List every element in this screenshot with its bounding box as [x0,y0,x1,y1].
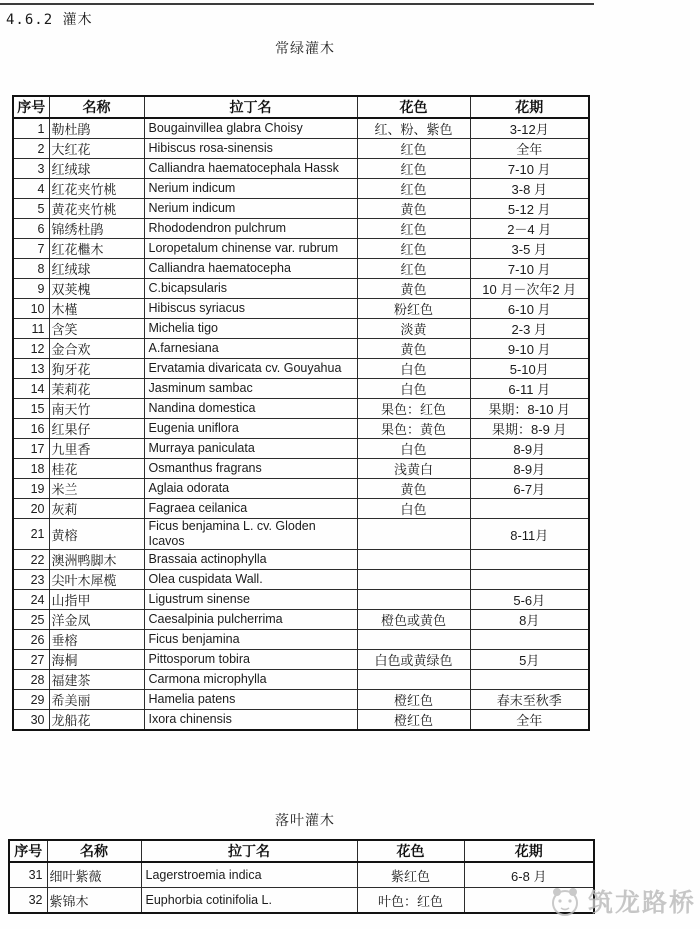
cell-color: 橙红色 [357,690,470,710]
cell-no: 20 [13,499,49,519]
cell-period: 果期：8-10 月 [470,399,589,419]
cell-latin: Aglaia odorata [144,479,357,499]
cell-color: 果色：红色 [357,399,470,419]
cell-period: 3-8 月 [470,179,589,199]
cell-period: 3-5 月 [470,239,589,259]
cell-no: 1 [13,118,49,139]
cell-period: 7-10 月 [470,159,589,179]
cell-period: 8月 [470,610,589,630]
cell-no: 23 [13,570,49,590]
deciduous-table-title: 落叶灌木 [275,812,335,828]
table-header-row [9,840,594,862]
cell-color [357,570,470,590]
col-header-name: 名称 [49,96,144,118]
section-heading: 4.6.2 灌木 [6,12,93,28]
cell-color: 红色 [357,139,470,159]
cell-period [470,550,589,570]
cell-no: 18 [13,459,49,479]
cell-color: 白色或黄绿色 [357,650,470,670]
cell-no: 10 [13,299,49,319]
table-row [13,399,589,419]
table-row [13,219,589,239]
cell-latin: A.farnesiana [144,339,357,359]
table-row [13,419,589,439]
cell-no: 26 [13,630,49,650]
cell-no: 11 [13,319,49,339]
table-row [13,499,589,519]
cell-color [357,590,470,610]
cell-latin: Pittosporum tobira [144,650,357,670]
cell-name: 狗牙花 [49,359,144,379]
cell-period: 春末至秋季 [470,690,589,710]
col-header-no: 序号 [9,840,47,862]
cell-latin: Calliandra haematocepha [144,259,357,279]
cell-name: 澳洲鸭脚木 [49,550,144,570]
cell-color: 白色 [357,499,470,519]
evergreen-shrubs-table [12,95,590,731]
cell-name: 茉莉花 [49,379,144,399]
table-row [13,670,589,690]
cell-no: 2 [13,139,49,159]
deciduous-shrubs-table [8,839,595,914]
cell-name: 含笑 [49,319,144,339]
cell-name: 锦绣杜鹃 [49,219,144,239]
cell-no: 29 [13,690,49,710]
table-row [13,650,589,670]
cell-color: 浅黄白 [357,459,470,479]
cell-color: 红色 [357,239,470,259]
cell-latin: Hibiscus syriacus [144,299,357,319]
cell-no: 4 [13,179,49,199]
cell-period: 5-12 月 [470,199,589,219]
cell-no: 9 [13,279,49,299]
col-header-color: 花色 [357,96,470,118]
cell-no: 28 [13,670,49,690]
cell-no: 32 [9,888,47,914]
cell-latin: Ixora chinensis [144,710,357,731]
cell-period: 10 月－次年2 月 [470,279,589,299]
table-row [13,279,589,299]
table-row [13,379,589,399]
cell-name: 希美丽 [49,690,144,710]
cell-latin: Euphorbia cotinifolia L. [141,888,357,914]
cell-color: 白色 [357,379,470,399]
cell-latin: C.bicapsularis [144,279,357,299]
cell-name: 洋金凤 [49,610,144,630]
cell-latin: Caesalpinia pulcherrima [144,610,357,630]
cell-period: 6-10 月 [470,299,589,319]
col-header-no: 序号 [13,96,49,118]
cell-name: 垂榕 [49,630,144,650]
cell-latin: Hamelia patens [144,690,357,710]
cell-no: 13 [13,359,49,379]
cell-no: 17 [13,439,49,459]
cell-color: 红、粉、紫色 [357,118,470,139]
cell-latin: Jasminum sambac [144,379,357,399]
evergreen-table-title: 常绿灌木 [275,40,335,56]
cell-no: 14 [13,379,49,399]
cell-color: 果色：黄色 [357,419,470,439]
cell-color: 橙红色 [357,710,470,731]
cell-period: 8-11月 [470,519,589,550]
table-row [13,479,589,499]
cell-no: 21 [13,519,49,550]
cell-color: 紫红色 [357,862,464,888]
cell-period: 全年 [470,710,589,731]
cell-latin: Eugenia uniflora [144,419,357,439]
cell-color: 白色 [357,359,470,379]
cell-no: 16 [13,419,49,439]
cell-color: 淡黄 [357,319,470,339]
cell-name: 灰莉 [49,499,144,519]
table-row [13,359,589,379]
table-row [13,519,589,550]
col-header-latin: 拉丁名 [141,840,357,862]
cell-name: 米兰 [49,479,144,499]
cell-period: 5-10月 [470,359,589,379]
cell-period: 8-9月 [470,459,589,479]
table-row [13,570,589,590]
cell-latin: Nerium indicum [144,199,357,219]
cell-name: 大红花 [49,139,144,159]
cell-color: 红色 [357,159,470,179]
cell-name: 龙船花 [49,710,144,731]
table-row [9,888,594,914]
table-header-row [13,96,589,118]
cell-latin: Ficus benjamina [144,630,357,650]
cell-color: 白色 [357,439,470,459]
cell-period: 2-3 月 [470,319,589,339]
cell-period: 全年 [470,139,589,159]
cell-latin: Ligustrum sinense [144,590,357,610]
table-row [13,690,589,710]
cell-period: 9-10 月 [470,339,589,359]
cell-name: 红绒球 [49,159,144,179]
cell-name: 黄榕 [49,519,144,550]
col-header-name: 名称 [47,840,141,862]
cell-name: 山指甲 [49,590,144,610]
cell-color [357,670,470,690]
cell-name: 红绒球 [49,259,144,279]
cell-name: 黄花夹竹桃 [49,199,144,219]
cell-name: 南天竹 [49,399,144,419]
col-header-color: 花色 [357,840,464,862]
col-header-period: 花期 [464,840,594,862]
cell-period: 6-11 月 [470,379,589,399]
table-row [13,239,589,259]
cell-no: 22 [13,550,49,570]
cell-no: 30 [13,710,49,731]
cell-latin: Carmona microphylla [144,670,357,690]
cell-latin: Nandina domestica [144,399,357,419]
table-row [13,630,589,650]
cell-color: 黄色 [357,479,470,499]
table-row [13,199,589,219]
cell-no: 8 [13,259,49,279]
cell-period [470,499,589,519]
cell-name: 福建茶 [49,670,144,690]
table-row [13,159,589,179]
cell-color: 橙色或黄色 [357,610,470,630]
cell-period [470,570,589,590]
table-row [13,590,589,610]
cell-latin: Michelia tigo [144,319,357,339]
cell-no: 24 [13,590,49,610]
cell-latin: Fagraea ceilanica [144,499,357,519]
table-row [13,139,589,159]
cell-latin: Loropetalum chinense var. rubrum [144,239,357,259]
cell-color: 红色 [357,259,470,279]
cell-color: 黄色 [357,339,470,359]
cell-color [357,630,470,650]
cell-no: 27 [13,650,49,670]
cell-name: 细叶紫薇 [47,862,141,888]
cell-latin: Brassaia actinophylla [144,550,357,570]
table-row [13,179,589,199]
cell-period: 6-8 月 [464,862,594,888]
cell-latin: Bougainvillea glabra Choisy [144,118,357,139]
cell-latin: Murraya paniculata [144,439,357,459]
cell-latin: Ervatamia divaricata cv. Gouyahua [144,359,357,379]
cell-color: 红色 [357,219,470,239]
cell-name: 红果仔 [49,419,144,439]
cell-latin: Hibiscus rosa-sinensis [144,139,357,159]
top-horizontal-rule [0,3,594,5]
cell-color: 黄色 [357,199,470,219]
table-row [13,259,589,279]
cell-no: 19 [13,479,49,499]
table-row [13,339,589,359]
cell-no: 7 [13,239,49,259]
cell-name: 桂花 [49,459,144,479]
table-row [9,862,594,888]
cell-no: 6 [13,219,49,239]
table-row [13,319,589,339]
table-row [13,610,589,630]
cell-name: 海桐 [49,650,144,670]
cell-name: 勒杜鹃 [49,118,144,139]
cell-no: 15 [13,399,49,419]
cell-color: 黄色 [357,279,470,299]
cell-period [464,888,594,914]
table-row [13,439,589,459]
cell-period [470,670,589,690]
cell-latin: Rhododendron pulchrum [144,219,357,239]
cell-period: 7-10 月 [470,259,589,279]
cell-no: 12 [13,339,49,359]
cell-period: 2－4 月 [470,219,589,239]
cell-period: 3-12月 [470,118,589,139]
cell-latin: Olea cuspidata Wall. [144,570,357,590]
cell-period: 5-6月 [470,590,589,610]
cell-period [470,630,589,650]
table-row [13,550,589,570]
cell-latin: Osmanthus fragrans [144,459,357,479]
cell-color [357,519,470,550]
cell-period: 8-9月 [470,439,589,459]
cell-color [357,550,470,570]
cell-period: 6-7月 [470,479,589,499]
cell-period: 果期：8-9 月 [470,419,589,439]
table-row [13,299,589,319]
table-row [13,710,589,731]
cell-latin: Lagerstroemia indica [141,862,357,888]
cell-no: 3 [13,159,49,179]
cell-name: 木槿 [49,299,144,319]
cell-name: 金合欢 [49,339,144,359]
cell-name: 紫锦木 [47,888,141,914]
cell-color: 叶色：红色 [357,888,464,914]
col-header-period: 花期 [470,96,589,118]
cell-no: 25 [13,610,49,630]
cell-name: 九里香 [49,439,144,459]
cell-color: 红色 [357,179,470,199]
cell-name: 双荚槐 [49,279,144,299]
cell-no: 31 [9,862,47,888]
cell-name: 尖叶木犀榄 [49,570,144,590]
cell-name: 红花檵木 [49,239,144,259]
cell-color: 粉红色 [357,299,470,319]
cell-latin: Nerium indicum [144,179,357,199]
table-row [13,459,589,479]
col-header-latin: 拉丁名 [144,96,357,118]
cell-latin: Calliandra haematocephala Hassk [144,159,357,179]
cell-latin: Ficus benjamina L. cv. Gloden Icavos [144,519,357,550]
cell-name: 红花夹竹桃 [49,179,144,199]
table-row [13,118,589,139]
watermark-text: 筑龙路桥 [587,889,696,917]
cell-no: 5 [13,199,49,219]
cell-period: 5月 [470,650,589,670]
